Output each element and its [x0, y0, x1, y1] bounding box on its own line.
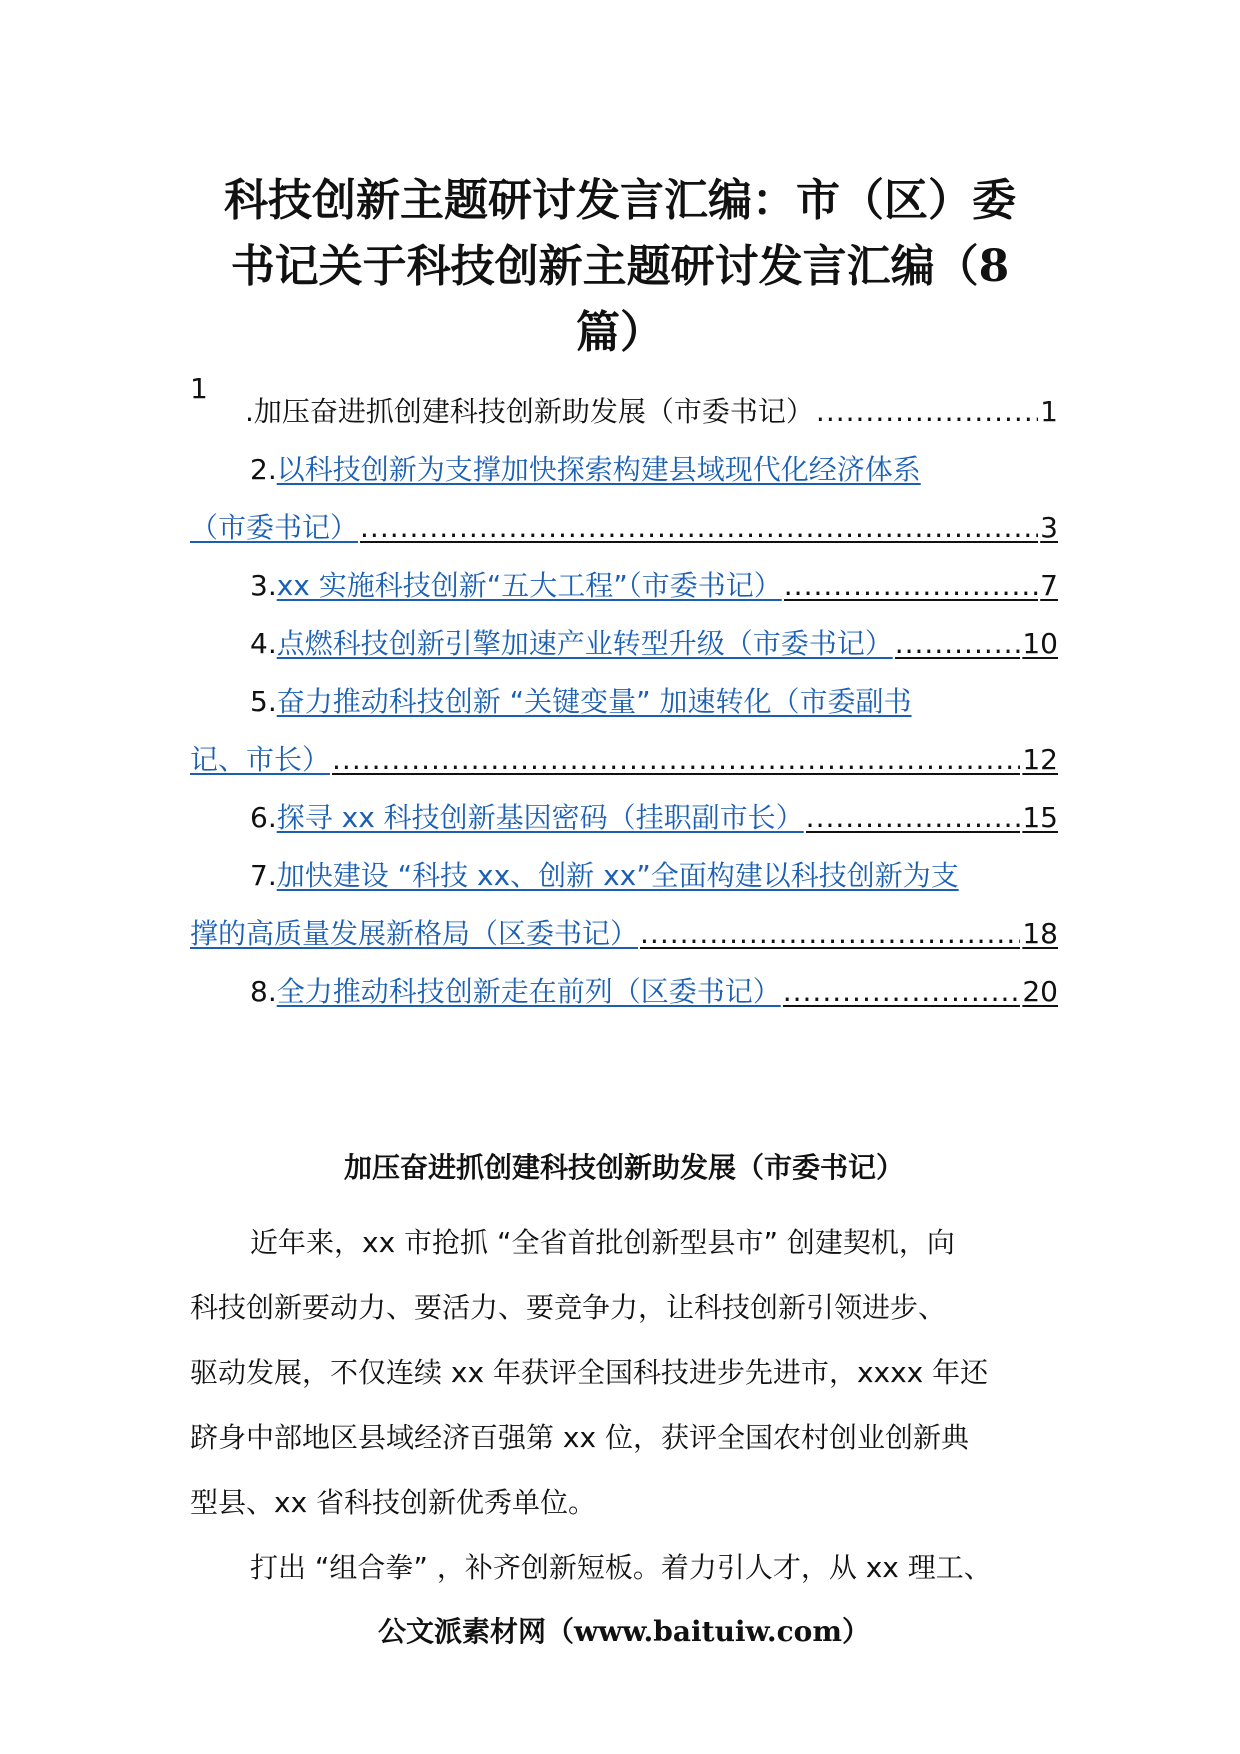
toc-entry-2[interactable]: 2. 以科技创新为支撑加快探索构建县域现代化经济体系 — [190, 448, 1058, 488]
paragraph-line: 驱动发展，不仅连续 xx 年获评全国科技进步先进市，xxxx 年还 — [190, 1356, 989, 1389]
toc-page-number[interactable]: 20 — [1022, 975, 1058, 1008]
document-title — [190, 168, 1050, 366]
title-line: 篇） — [576, 307, 664, 358]
toc-entry-link[interactable]: 点燃科技创新引擎加速产业转型升级（市委书记） — [276, 627, 893, 660]
toc-entry-2-cont[interactable] — [190, 506, 1058, 546]
title-line: 科技创新主题研讨发言汇编：市（区）委 — [224, 175, 1016, 226]
toc-page-number[interactable]: 10 — [1022, 627, 1058, 660]
paragraph-1 — [190, 1210, 1058, 1535]
section-title: 加压奋进抓创建科技创新助发展（市委书记） — [343, 1151, 904, 1184]
toc-entry-4[interactable]: 4. 点燃科技创新引擎加速产业转型升级（市委书记） ..... 10 — [190, 622, 1058, 662]
toc-entry-link[interactable]: 奋力推动科技创新 “关键变量” 加速转化（市委副书 — [276, 685, 912, 718]
toc-leader-dots — [360, 511, 1038, 544]
toc-entry-link[interactable]: 记、市长） — [190, 743, 331, 776]
paragraph-line: 型县、xx 省科技创新优秀单位。 — [190, 1486, 597, 1519]
toc-entry-3[interactable]: 3. xx 实施科技创新“五大工程”（市委书记） ..... 7 — [190, 564, 1058, 604]
toc-entry-text: 加压奋进抓创建科技创新助发展（市委书记） — [253, 395, 814, 428]
title-line: 书记关于科技创新主题研讨发言汇编（8 — [230, 241, 1010, 292]
footer-watermark: 公文派素材网（www.baituiw.com） — [378, 1615, 870, 1648]
toc-entry-7[interactable]: 7. 加快建设 “科技 xx、创新 xx”全面构建以科技创新为支 — [190, 854, 1058, 894]
toc-leader-dots — [895, 627, 1021, 660]
toc-entry-link[interactable]: xx 实施科技创新“五大工程”（市委书记） — [276, 569, 782, 602]
toc-entry-7-cont[interactable] — [190, 912, 1058, 952]
toc-leader-dots — [784, 569, 1038, 602]
toc-leader-dots — [640, 917, 1020, 950]
toc-page-number[interactable]: 18 — [1022, 917, 1058, 950]
toc-entry-link[interactable]: （市委书记） — [190, 511, 359, 544]
toc-entry-5[interactable]: 5. 奋力推动科技创新 “关键变量” 加速转化（市委副书 — [190, 680, 1058, 720]
toc-entry-8[interactable]: 8. 全力推动科技创新走在前列（区委书记） ..... 20 — [190, 970, 1058, 1010]
toc-leader-dots — [783, 975, 1021, 1008]
toc-heading-number: 1 — [190, 372, 208, 405]
paragraph-line: 近年来，xx 市抢抓 “全省首批创新型县市” 创建契机，向 — [250, 1226, 955, 1259]
toc-entry-6[interactable]: 6. 探寻 xx 科技创新基因密码（挂职副市长） ..... 15 — [190, 796, 1058, 836]
toc-entry-5-cont[interactable] — [190, 738, 1058, 778]
toc-page-number[interactable]: 7 — [1040, 569, 1058, 602]
paragraph-line: 跻身中部地区县域经济百强第 xx 位，获评全国农村创业创新典 — [190, 1421, 969, 1454]
toc-leader-dots — [816, 395, 1038, 428]
toc-entry-link[interactable]: 探寻 xx 科技创新基因密码（挂职副市长） — [276, 801, 804, 834]
paragraph-2 — [190, 1535, 1058, 1600]
paragraph-line: 科技创新要动力、要活力、要竞争力，让科技创新引领进步、 — [190, 1291, 947, 1324]
toc-page-number[interactable]: 3 — [1040, 511, 1058, 544]
toc-page-number[interactable]: 15 — [1022, 801, 1058, 834]
toc-entry-link[interactable]: 全力推动科技创新走在前列（区委书记） — [276, 975, 781, 1008]
toc-entry-link[interactable]: 加快建设 “科技 xx、创新 xx”全面构建以科技创新为支 — [276, 859, 959, 892]
toc-page-number[interactable]: 12 — [1022, 743, 1058, 776]
toc-entry-1: . 加压奋进抓创建科技创新助发展（市委书记） ..... 1 — [190, 390, 1058, 430]
toc-entry-link[interactable]: 以科技创新为支撑加快探索构建县域现代化经济体系 — [276, 453, 921, 486]
toc-leader-dots — [806, 801, 1021, 834]
toc-entry-link[interactable]: 撑的高质量发展新格局（区委书记） — [190, 917, 639, 950]
toc-page-number: 1 — [1040, 395, 1058, 428]
toc-leader-dots — [332, 743, 1020, 776]
paragraph-line: 打出 “组合拳” ，补齐创新短板。着力引人才，从 xx 理工、 — [250, 1551, 992, 1584]
